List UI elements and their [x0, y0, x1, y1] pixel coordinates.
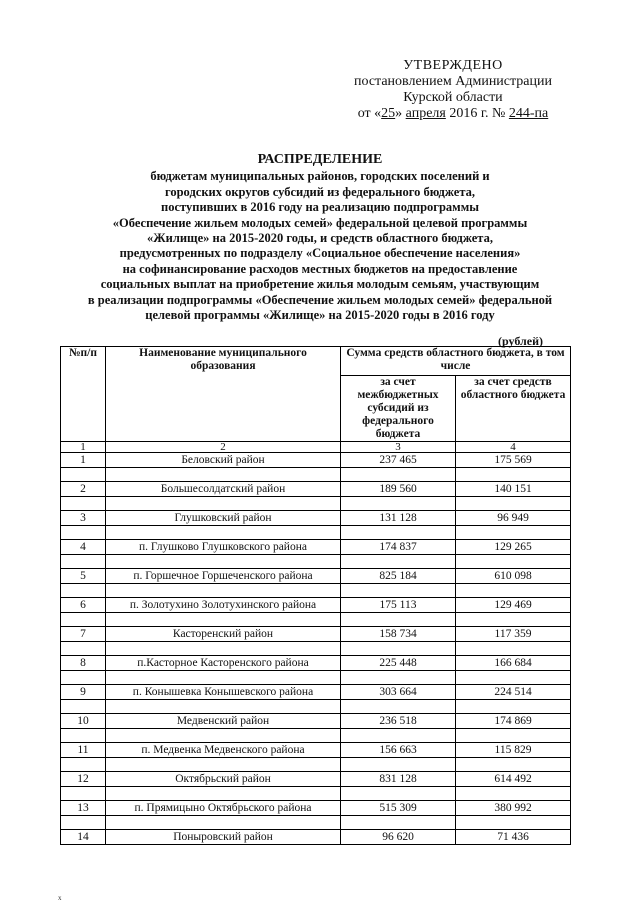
heading-line: «Обеспечение жильем молодых семей» федеральной целевой программы — [112, 215, 528, 230]
spacer-cell — [61, 816, 106, 830]
spacer-cell — [61, 787, 106, 801]
row-federal: 131 128 — [341, 511, 456, 526]
date-day: 25 — [381, 106, 396, 121]
index-cell: 2 — [106, 442, 341, 453]
spacer-cell — [341, 700, 456, 714]
row-number: 12 — [61, 772, 106, 787]
spacer-row — [61, 787, 571, 801]
heading-line: целевой программы «Жилище» на 2015-2020 годы в 2016 году — [145, 308, 495, 323]
table-row — [61, 656, 571, 671]
spacer-cell — [61, 468, 106, 482]
heading-line: поступивших в 2016 году на реализацию подпрограммы — [161, 200, 479, 215]
row-name: п. Конышевка Конышевского района — [106, 685, 341, 700]
spacer-cell — [61, 555, 106, 569]
spacer-cell — [61, 729, 106, 743]
row-regional: 224 514 — [456, 685, 571, 700]
index-row — [61, 442, 571, 453]
row-name: Касторенский район — [106, 627, 341, 642]
row-regional: 380 992 — [456, 801, 571, 816]
spacer-cell — [341, 555, 456, 569]
spacer-cell — [61, 758, 106, 772]
spacer-cell — [106, 642, 341, 656]
spacer-cell — [106, 584, 341, 598]
spacer-cell — [341, 758, 456, 772]
date-mid: » — [395, 106, 403, 121]
approval-line-2: Курской области — [403, 90, 503, 105]
table-row — [61, 743, 571, 758]
row-name: п.Касторное Касторенского района — [106, 656, 341, 671]
row-regional: 129 469 — [456, 598, 571, 613]
table-row — [61, 685, 571, 700]
row-name: п. Золотухино Золотухинского района — [106, 598, 341, 613]
row-federal: 236 518 — [341, 714, 456, 729]
spacer-cell — [61, 497, 106, 511]
approval-line-1: постановлением Администрации — [354, 74, 552, 89]
row-name: Беловский район — [106, 453, 341, 468]
spacer-cell — [61, 526, 106, 540]
heading-line: бюджетам муниципальных районов, городских поселений и — [150, 169, 490, 184]
heading-line: предусмотренных по подразделу «Социальное обеспечение населения» — [119, 246, 521, 261]
spacer-row — [61, 642, 571, 656]
spacer-cell — [456, 758, 571, 772]
spacer-cell — [106, 671, 341, 685]
spacer-cell — [106, 816, 341, 830]
row-name: п. Медвенка Медвенского района — [106, 743, 341, 758]
table-row — [61, 830, 571, 845]
spacer-row — [61, 700, 571, 714]
footer-mark: ₓ — [58, 888, 62, 902]
spacer-cell — [341, 613, 456, 627]
heading-line: социальных выплат на приобретение жилья молодым семьям, участвующим — [100, 277, 540, 292]
spacer-row — [61, 497, 571, 511]
row-name: Поныровский район — [106, 830, 341, 845]
spacer-cell — [341, 497, 456, 511]
table-row — [61, 714, 571, 729]
row-name: Глушковский район — [106, 511, 341, 526]
table-body — [61, 442, 571, 845]
spacer-cell — [61, 613, 106, 627]
row-regional: 610 098 — [456, 569, 571, 584]
row-number: 11 — [61, 743, 106, 758]
spacer-row — [61, 671, 571, 685]
heading-line: «Жилище» на 2015-2020 годы, и средств областного бюджета, — [147, 231, 493, 246]
row-name: п. Горшечное Горшеченского района — [106, 569, 341, 584]
row-regional: 117 359 — [456, 627, 571, 642]
table-row — [61, 627, 571, 642]
spacer-cell — [456, 497, 571, 511]
spacer-cell — [341, 816, 456, 830]
index-cell: 1 — [61, 442, 106, 453]
row-name: п. Глушково Глушковского района — [106, 540, 341, 555]
row-regional: 115 829 — [456, 743, 571, 758]
spacer-cell — [106, 497, 341, 511]
row-number: 1 — [61, 453, 106, 468]
spacer-cell — [456, 671, 571, 685]
spacer-cell — [61, 584, 106, 598]
row-regional: 166 684 — [456, 656, 571, 671]
table-row — [61, 801, 571, 816]
row-federal: 174 837 — [341, 540, 456, 555]
spacer-cell — [106, 729, 341, 743]
row-regional: 174 869 — [456, 714, 571, 729]
spacer-cell — [456, 613, 571, 627]
spacer-row — [61, 729, 571, 743]
spacer-cell — [341, 787, 456, 801]
row-regional: 71 436 — [456, 830, 571, 845]
row-number: 13 — [61, 801, 106, 816]
spacer-cell — [456, 816, 571, 830]
row-name: Большесолдатский район — [106, 482, 341, 497]
row-regional: 175 569 — [456, 453, 571, 468]
row-federal: 175 113 — [341, 598, 456, 613]
spacer-cell — [106, 526, 341, 540]
row-number: 4 — [61, 540, 106, 555]
approval-date — [318, 106, 588, 122]
row-federal: 831 128 — [341, 772, 456, 787]
spacer-cell — [106, 613, 341, 627]
header-num: №п/п — [61, 347, 106, 442]
row-federal: 156 663 — [341, 743, 456, 758]
index-cell: 4 — [456, 442, 571, 453]
row-name: п. Прямицыно Октябрьского района — [106, 801, 341, 816]
spacer-row — [61, 584, 571, 598]
spacer-cell — [61, 671, 106, 685]
spacer-row — [61, 758, 571, 772]
row-number: 3 — [61, 511, 106, 526]
spacer-row — [61, 468, 571, 482]
row-number: 10 — [61, 714, 106, 729]
approval-title: УТВЕРЖДЕНО — [403, 58, 503, 73]
decree-number: 244-па — [508, 106, 549, 121]
spacer-cell — [341, 642, 456, 656]
heading-line: в реализации подпрограммы «Обеспечение жильем молодых семей» федеральной — [87, 292, 553, 307]
date-month: апреля — [405, 106, 446, 121]
heading-lines — [60, 169, 580, 323]
spacer-row — [61, 526, 571, 540]
row-number: 7 — [61, 627, 106, 642]
index-cell: 3 — [341, 442, 456, 453]
heading-line: на софинансирование расходов местных бюджетов на предоставление — [122, 261, 518, 276]
spacer-cell — [61, 642, 106, 656]
row-number: 9 — [61, 685, 106, 700]
row-regional: 140 151 — [456, 482, 571, 497]
spacer-cell — [456, 642, 571, 656]
heading-caption: РАСПРЕДЕЛЕНИЕ — [257, 152, 383, 167]
row-number: 14 — [61, 830, 106, 845]
spacer-cell — [456, 787, 571, 801]
header-sum: Сумма средств областного бюджета, в том числе — [341, 347, 571, 376]
row-federal: 96 620 — [341, 830, 456, 845]
units-label: (рублей) — [498, 334, 544, 348]
row-regional: 96 949 — [456, 511, 571, 526]
spacer-cell — [106, 555, 341, 569]
table-row — [61, 540, 571, 555]
spacer-cell — [341, 526, 456, 540]
table-row — [61, 772, 571, 787]
spacer-cell — [61, 700, 106, 714]
table-row — [61, 569, 571, 584]
row-number: 5 — [61, 569, 106, 584]
row-federal: 158 734 — [341, 627, 456, 642]
spacer-cell — [106, 700, 341, 714]
table-row — [61, 453, 571, 468]
table-row — [61, 511, 571, 526]
spacer-cell — [341, 729, 456, 743]
row-federal: 303 664 — [341, 685, 456, 700]
document-heading — [60, 152, 580, 323]
spacer-cell — [456, 526, 571, 540]
spacer-cell — [341, 468, 456, 482]
header-federal: за счет межбюджетных субсидий из федерального бюджета — [341, 376, 456, 442]
row-federal: 225 448 — [341, 656, 456, 671]
row-name: Октябрьский район — [106, 772, 341, 787]
date-prefix: от « — [357, 106, 382, 121]
row-federal: 237 465 — [341, 453, 456, 468]
approval-block — [318, 58, 588, 122]
row-name: Медвенский район — [106, 714, 341, 729]
spacer-cell — [456, 555, 571, 569]
row-federal: 515 309 — [341, 801, 456, 816]
spacer-row — [61, 816, 571, 830]
row-regional: 129 265 — [456, 540, 571, 555]
spacer-row — [61, 613, 571, 627]
row-federal: 189 560 — [341, 482, 456, 497]
header-regional: за счет средств областного бюджета — [456, 376, 571, 442]
spacer-cell — [456, 729, 571, 743]
spacer-cell — [456, 700, 571, 714]
header-name: Наименование муниципального образования — [106, 347, 341, 442]
spacer-cell — [456, 584, 571, 598]
distribution-table — [60, 346, 571, 845]
spacer-cell — [456, 468, 571, 482]
spacer-cell — [106, 468, 341, 482]
row-number: 6 — [61, 598, 106, 613]
table-row — [61, 598, 571, 613]
spacer-cell — [341, 584, 456, 598]
row-federal: 825 184 — [341, 569, 456, 584]
spacer-row — [61, 555, 571, 569]
row-number: 2 — [61, 482, 106, 497]
spacer-cell — [341, 671, 456, 685]
row-number: 8 — [61, 656, 106, 671]
spacer-cell — [106, 787, 341, 801]
row-regional: 614 492 — [456, 772, 571, 787]
heading-line: городских округов субсидий из федерального бюджета, — [164, 184, 475, 199]
date-year: 2016 г. № — [449, 106, 506, 121]
spacer-cell — [106, 758, 341, 772]
table-row — [61, 482, 571, 497]
